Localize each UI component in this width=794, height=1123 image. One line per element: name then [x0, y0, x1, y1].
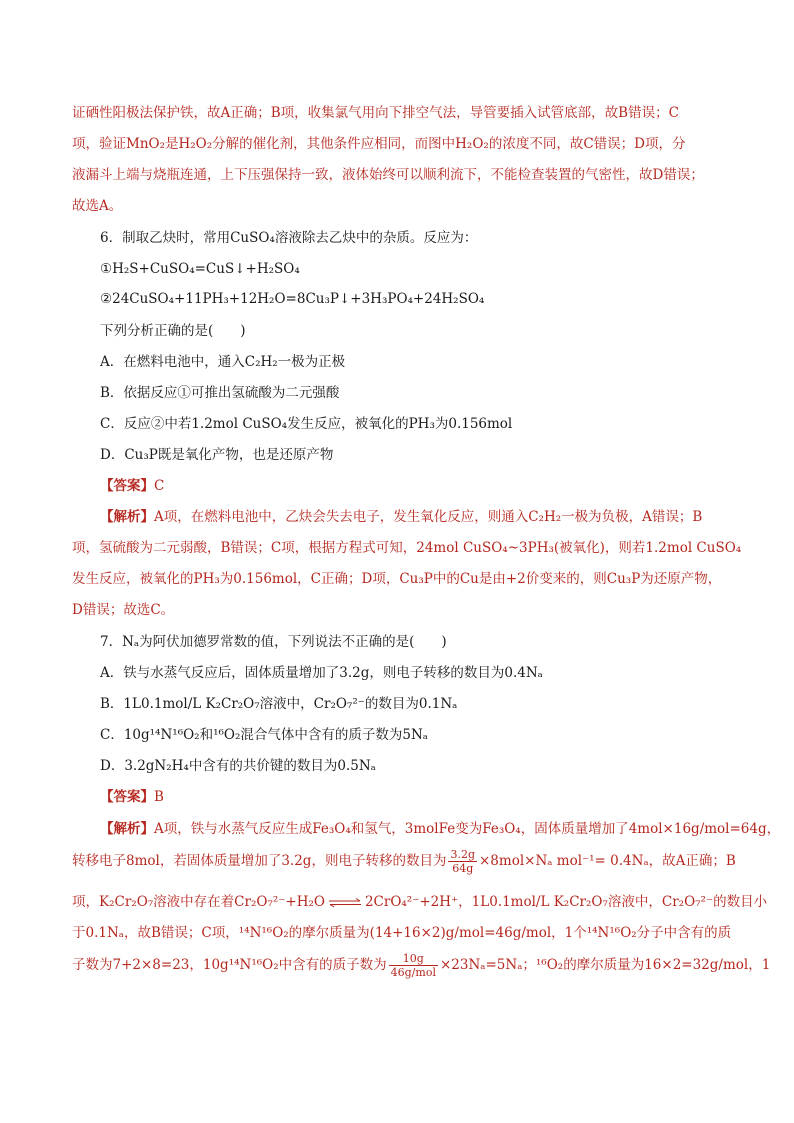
q6-option-d: D．Cu₃P既是氧化产物，也是还原产物: [100, 447, 334, 463]
analysis-text: 2CrO₄²⁻+2H⁺，1L0.1mol/L K₂Cr₂O₇溶液中，Cr₂O₇²⁻的数目小: [364, 894, 768, 910]
q7-analysis-line-5: [72, 950, 771, 986]
answer-tag: 【答案】: [100, 478, 154, 494]
answer-tag: 【答案】: [100, 789, 154, 805]
prev-analysis-line-2: 项，验证MnO₂是H₂O₂分解的催化剂，其他条件应相同，而图中H₂O₂的浓度不同，故C错误；D项，分: [72, 136, 686, 152]
reaction-number-2: ②: [100, 291, 113, 307]
q6-option-b: B．依据反应①可推出氢硫酸为二元强酸: [100, 385, 340, 401]
analysis-tag: 【解析】: [100, 509, 154, 525]
analysis-text: 子数为7+2×8=23，10g¹⁴N¹⁶O₂中含有的质子数为: [72, 957, 387, 973]
analysis-text: A项，在燃料电池中，乙炔会失去电子，发生氧化反应，则通入C₂H₂一极为负极，A错误；B: [154, 509, 703, 525]
q6-analysis-line-2: 项，氢硫酸为二元弱酸，B错误；C项，根据方程式可知，24mol CuSO₄~3PH₃(被氧化)，则若1.2mol CuSO₄: [72, 540, 742, 556]
q6-analysis-line-3: 发生反应，被氧化的PH₃为0.156mol，C正确；D项，Cu₃P中的Cu是由+2价变来的，则Cu₃P为还原产物，: [72, 571, 722, 587]
q7-option-c: C．10g¹⁴N¹⁶O₂和¹⁶O₂混合气体中含有的质子数为5Nₐ: [100, 727, 429, 743]
analysis-text: ×23Nₐ=5Nₐ；¹⁶O₂的摩尔质量为16×2=32g/mol，1: [439, 957, 771, 973]
prev-analysis-line-3: 液漏斗上端与烧瓶连通，上下压强保持一致，液体始终可以顺利流下，不能检查装置的气密性，故D错误；: [72, 167, 704, 183]
analysis-text: ×8mol×Nₐ mol⁻¹= 0.4Nₐ，故A正确；B: [479, 853, 736, 869]
q7-stem: 7．Nₐ为阿伏加德罗常数的值，下列说法不正确的是( ): [100, 634, 447, 650]
q7-option-b: B．1L0.1mol/L K₂Cr₂O₇溶液中，Cr₂O₇²⁻的数目为0.1Nₐ: [100, 696, 458, 712]
q6-question: 下列分析正确的是( ): [100, 323, 246, 339]
q7-analysis-line-3: [72, 892, 768, 912]
prev-analysis-line-4: 故选A。: [72, 198, 123, 214]
fraction: [448, 848, 477, 875]
fraction-denominator: 64g: [452, 862, 474, 875]
prev-analysis-line-1: 证硒性阳极法保护铁，故A正确；B项，收集氯气用向下排空气法，导管要插入试管底部，故B错误；C: [72, 105, 679, 121]
reaction-number-1: ①: [100, 261, 113, 277]
q6-option-a: A．在燃料电池中，通入C₂H₂一极为正极: [100, 354, 346, 370]
analysis-tag: 【解析】: [100, 821, 154, 837]
analysis-text: 转移电子8mol，若固体质量增加了3.2g，则电子转移的数目为: [72, 853, 447, 869]
analysis-text: 项，K₂Cr₂O₇溶液中存在着Cr₂O₇²⁻+H₂O: [72, 894, 325, 910]
fraction-denominator: 46g/mol: [390, 966, 436, 979]
fraction-numerator: 3.2g: [450, 848, 475, 861]
q6-analysis-line-4: D错误；故选C。: [72, 602, 175, 618]
answer-value: C: [154, 478, 165, 494]
q7-option-a: A．铁与水蒸气反应后，固体质量增加了3.2g，则电子转移的数目为0.4Nₐ: [100, 665, 543, 681]
q6-option-c: C．反应②中若1.2mol CuSO₄发生反应，被氧化的PH₃为0.156mol: [100, 416, 513, 432]
analysis-text: A项，铁与水蒸气反应生成Fe₃O₄和氢气，3molFe变为Fe₃O₄，固体质量增加了4mol×16g/mol=64g，: [154, 821, 781, 837]
q6-reaction-1: [100, 259, 734, 279]
q7-option-d: D．3.2gN₂H₄中含有的共价键的数目为0.5Nₐ: [100, 758, 376, 774]
reaction-1-equation: H₂S+CuSO₄=CuS↓+H₂SO₄: [112, 261, 300, 277]
q6-reaction-2: [100, 289, 734, 309]
q7-answer: [100, 787, 734, 807]
fraction: [389, 952, 438, 979]
q7-analysis-line-2: [72, 846, 734, 880]
equilibrium-arrow-icon: [328, 898, 362, 907]
q6-answer: [100, 476, 734, 496]
q7-analysis-line-1: [100, 819, 781, 839]
q6-stem: 6．制取乙炔时，常用CuSO₄溶液除去乙炔中的杂质。反应为：: [100, 230, 478, 246]
answer-value: B: [154, 789, 164, 805]
fraction-numerator: 10g: [389, 952, 438, 966]
q6-analysis-line-1: [100, 507, 734, 527]
q7-analysis-line-4: 于0.1Nₐ，故B错误；C项，¹⁴N¹⁶O₂的摩尔质量为(14+16×2)g/mol=46g/mol，1个¹⁴N¹⁶O₂分子中含有的质: [72, 925, 732, 941]
reaction-2-equation: 24CuSO₄+11PH₃+12H₂O=8Cu₃P↓+3H₃PO₄+24H₂SO₄: [112, 291, 485, 307]
